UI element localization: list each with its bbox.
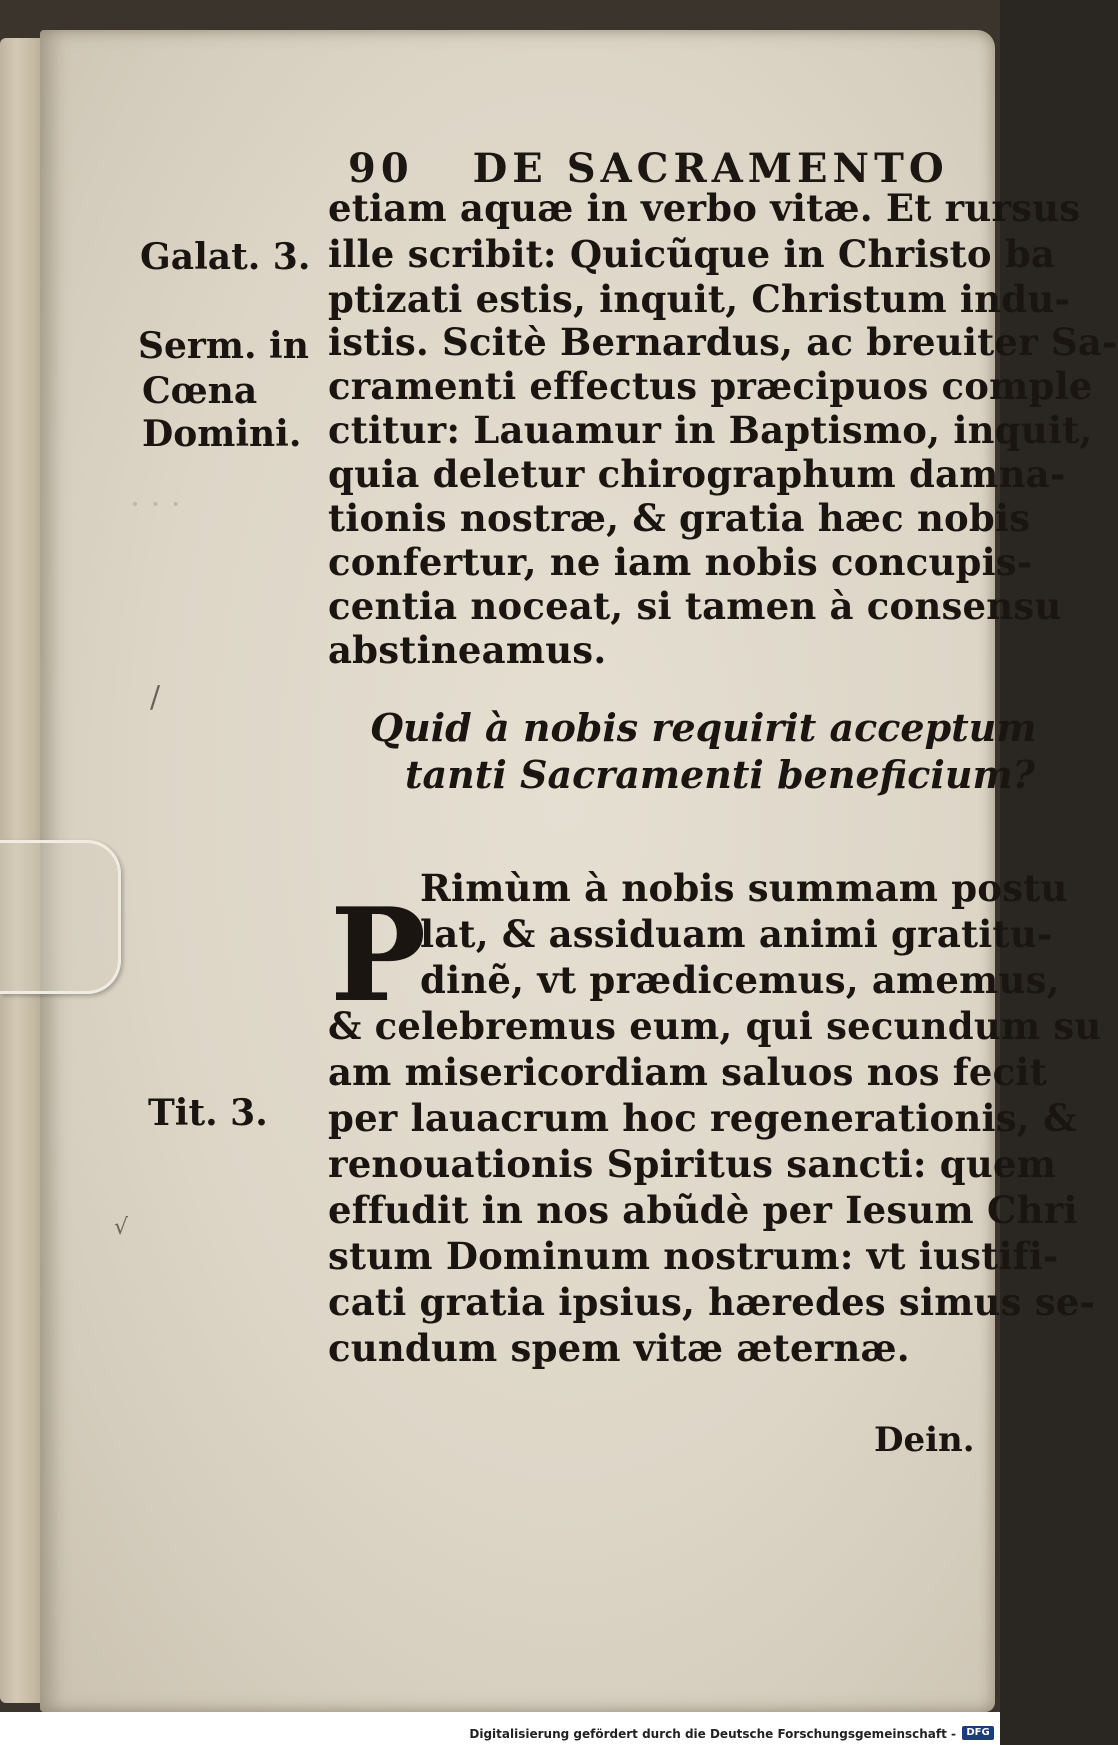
bookmark-clip bbox=[0, 840, 121, 994]
running-title: DE SACRAMENTO bbox=[472, 145, 949, 192]
text-line: cundum spem vitæ æternæ. bbox=[328, 1326, 910, 1370]
text-line: lat, & assiduam animi gratitu- bbox=[420, 912, 1053, 956]
text-line: quia deletur chirographum damna- bbox=[328, 452, 1066, 496]
pencil-mark: √ bbox=[114, 1215, 129, 1240]
text-line: am misericordiam saluos nos fecit bbox=[328, 1050, 1047, 1094]
page-number: 90 bbox=[348, 145, 414, 192]
text-line: ptizati estis, inquit, Christum indu- bbox=[328, 277, 1071, 321]
text-line: per lauacrum hoc regenerationis, & bbox=[328, 1096, 1077, 1140]
dfg-logo: DFG bbox=[962, 1726, 994, 1740]
text-line: cramenti effectus præcipuos comple bbox=[328, 364, 1093, 408]
text-line: istis. Scitè Bernardus, ac breuiter Sa- bbox=[328, 320, 1118, 364]
text-line: ille scribit: Quicũque in Christo ba bbox=[328, 232, 1056, 276]
funding-credit: Digitalisierung gefördert durch die Deutsche Forschungsgemeinschaft - bbox=[469, 1727, 956, 1741]
text-line: & celebremus eum, qui secundum su bbox=[328, 1004, 1102, 1048]
text-line: confertur, ne iam nobis concupis- bbox=[328, 540, 1033, 584]
text-line: ctitur: Lauamur in Baptismo, inquit, bbox=[328, 408, 1093, 452]
margin-note-serm-3: Domini. bbox=[142, 413, 302, 455]
text-line: abstineamus. bbox=[328, 628, 607, 672]
pencil-mark: ∕ bbox=[150, 680, 161, 715]
text-line: Rimùm à nobis summam postu bbox=[420, 866, 1068, 910]
text-line: dinẽ, vt prædicemus, amemus, bbox=[420, 958, 1060, 1002]
question-heading-line-2: tanti Sacramenti beneficium? bbox=[405, 752, 1035, 797]
drop-cap: P bbox=[330, 881, 427, 1031]
margin-note-serm-2: Cœna bbox=[142, 370, 258, 412]
margin-note-galat: Galat. 3. bbox=[140, 236, 311, 278]
text-line: effudit in nos abũdè per Iesum Chri bbox=[328, 1188, 1078, 1232]
catchword: Dein. bbox=[874, 1420, 975, 1460]
margin-note-serm-1: Serm. in bbox=[138, 325, 309, 367]
text-line: stum Dominum nostrum: vt iustifi- bbox=[328, 1234, 1059, 1278]
margin-note-tit: Tit. 3. bbox=[148, 1092, 268, 1134]
text-line: cati gratia ipsius, hæredes simus se- bbox=[328, 1280, 1096, 1324]
text-line: tionis nostræ, & gratia hæc nobis bbox=[328, 496, 1031, 540]
text-line: etiam aquæ in verbo vitæ. Et rursus bbox=[328, 186, 1081, 230]
question-heading-line-1: Quid à nobis requirit acceptum bbox=[370, 705, 1037, 750]
text-line: renouationis Spiritus sancti: quem bbox=[328, 1142, 1057, 1186]
text-line: centia noceat, si tamen à consensu bbox=[328, 584, 1062, 628]
show-through-text: · · · bbox=[130, 485, 181, 523]
running-header bbox=[348, 145, 949, 192]
